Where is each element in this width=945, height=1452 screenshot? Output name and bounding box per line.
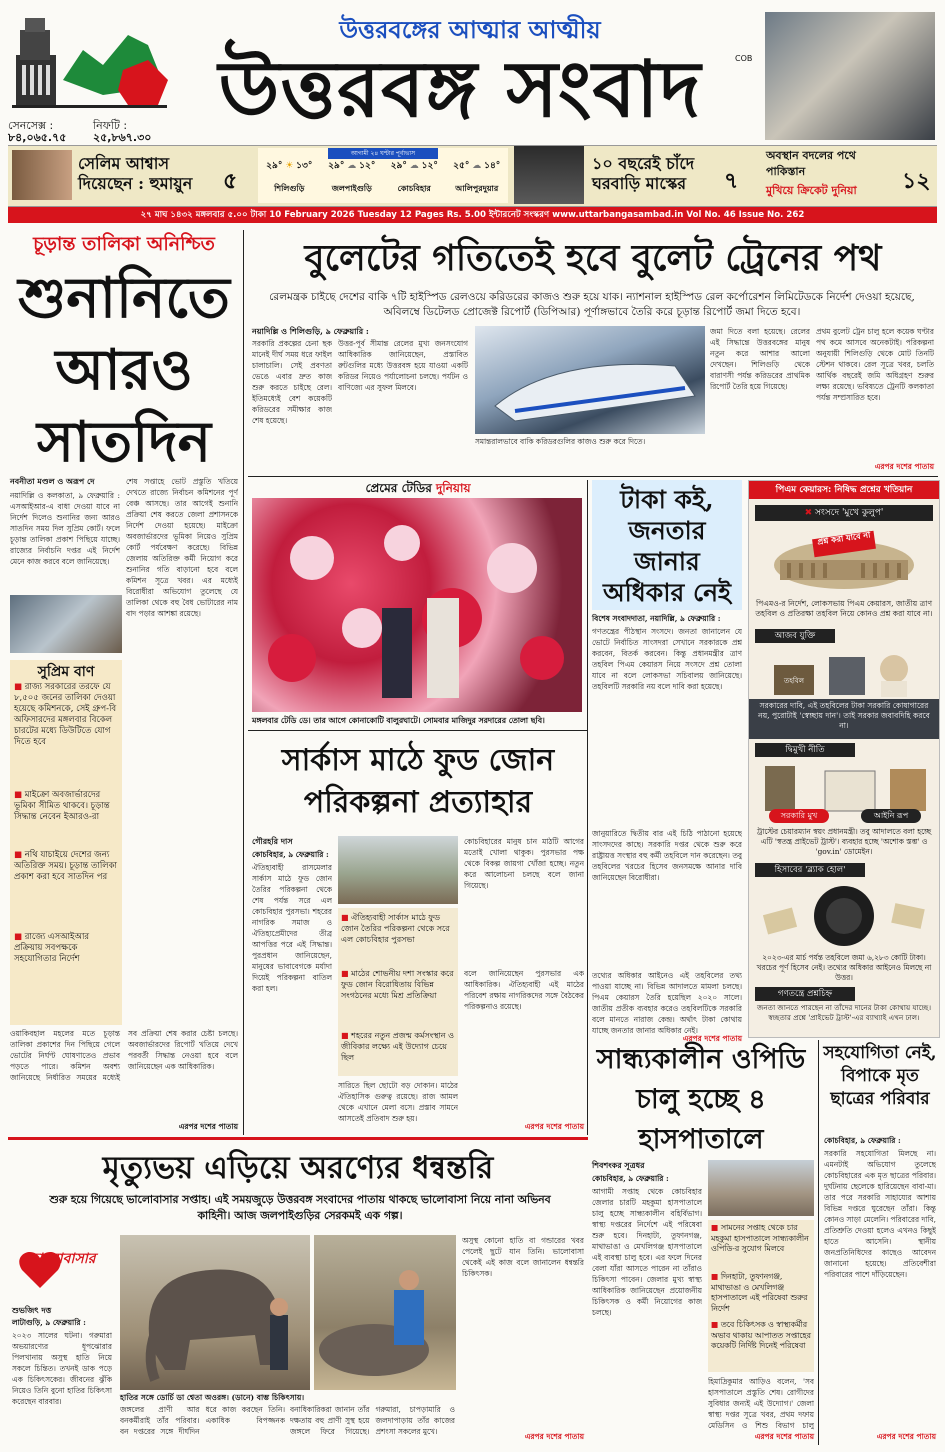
teaser-2-text: ১০ বছরেই চাঁদে ঘরবাড়ি মাস্কের	[592, 154, 695, 193]
col-divider-2	[587, 480, 588, 1135]
rti-box	[592, 480, 742, 610]
elephant-photo-2	[314, 1235, 456, 1390]
col-divider-3	[818, 1040, 819, 1445]
opd-bullet-2-text: দিনহাটা, তুফানগঞ্জ, মাথাভাঙা ও মেখলিগঞ্জ হাসপাতালে এই পরিষেবা শুরুর নির্দেশ	[711, 1272, 808, 1313]
left-col2: শেষ সপ্তাহে ভোট প্রস্তুতি খতিয়ে দেখতে রাজ্যে নির্বাচন কমিশনের পূর্ণ বেঞ্চ আসছে। তার আগেই শুনানি প্রক্রিয়া শেষ করতে জেলা প্রশাসনকে নির্দেশ দেওয়া হয়েছে। মাইক্রো অবজার্ভারদের ভূমিকা নিয়েও সুপ্রিম কোর্ট পর্যবেক্ষণ করেছে। বিভিন্ন জেলায় অতিরিক্ত কর্মী নিয়োগ করে শুনানির গতি বাড়ানো হবে বলে কমিশন সূত্রে খবর। এর মধ্যেই বিরোধীরা অভিযোগ তুলেছে যে তালিকা থেকে বহু বৈধ ভোটারের নাম বাদ পড়ার আশঙ্কা রয়েছে।	[126, 477, 238, 618]
forest-body: ২০২৩ সালের ঘটনা। গরুমারা অভয়ারণ্যের ধূপঝোরার পিলখানায় অসুস্থ হাতি নিয়ে সকলে চিন্তিত। তখনই ডাক পড়ে এক চিকিৎসকের। জীবনের ঝুঁকি নিয়েও তিনি বুনো হাতির চিকিৎসা করেছেন বারবার।	[12, 1331, 112, 1406]
info-pill1: সরকারি মুখ	[769, 809, 829, 823]
forest-more: এরপর দশের পাতায়	[524, 1432, 584, 1441]
teddy-title-red: দুনিয়ায়	[436, 481, 471, 495]
bullet-icon: ■	[711, 1320, 721, 1329]
ballot-illustration	[769, 647, 919, 697]
opd-bullet-box	[708, 1220, 814, 1372]
circus-col3: কোচবিহারের মানুষ চান মাঠটি আগের মতোই খোলা থাকুক। পুরসভার পক্ষ থেকে বিকল্প জায়গা খোঁজা হচ্ছে। নতুন করে আলোচনা চলছে বলে জানা গিয়েছে।	[464, 837, 584, 890]
sun-icon: ☀	[285, 161, 294, 171]
circus-bullet-box	[338, 908, 458, 1076]
bullet-icon: ■	[341, 969, 352, 978]
sensex-value: ৮৪,০৬৫.৭৫	[8, 131, 67, 144]
teaser-1-page: ৫	[223, 168, 238, 194]
student-headline: সহযোগিতা নেই, বিপাকে মৃত ছাত্রের পরিবার	[823, 1043, 937, 1109]
rti-body3: তথ্যের অধিকার আইনেও এই তহবিলের তথ্য পাওয়া যাচ্ছে না। বিভিন্ন আদালতে মামলা চলছে। পিএম কেয়ারস তৈরি হয়েছিল ২০২০ সালে। জাতীয় প্রতীক ব্যবহার করেও তহবিলটিকে সরকারি বলে মানতে নারাজ কেন্দ্র। অর্থাৎ টাকা কোথায় যাচ্ছে জনতার জানার অধিকার নেই।	[592, 971, 742, 1035]
student-more: এরপর দশের পাতায়	[876, 1432, 936, 1441]
circus-col2: সারিতে ছিল ছোটো বড় দোকান। মাঠের ঐতিহাসিক গুরুত্ব রয়েছে। রাজ আমল থেকে এখানে মেলা বসে। প্রস্তাব সামনে আসতেই প্রতিবাদ শুরু হয়।	[338, 1081, 458, 1123]
cloud-icon: ☁	[347, 161, 357, 171]
circus-bullet-1-text: ঐতিহ্যবাহী সার্কাস মাঠে ফুড জোন তৈরির পরিকল্পনা থেকে সরে এল কোচবিহার পুরসভা	[341, 913, 450, 944]
supreme-item-3	[14, 850, 118, 883]
opd-byline: শিবশংকর সূত্রধর	[592, 1160, 645, 1170]
love-story-logo-text: ভালোবাসার গল্প	[28, 1251, 96, 1285]
teaser-2[interactable]	[512, 146, 752, 204]
teaser-3[interactable]	[762, 146, 937, 204]
teaser-3-text: অবস্থান বদলের পথে পাকিস্তান	[766, 149, 856, 178]
bullet-headline: বুলেটের গতিতেই হবে বুলেট ট্রেনের পথ	[304, 237, 882, 279]
bullet-col3: জমা দিতে বলা হয়েছে। রেলের এই সিদ্ধান্তে উত্তরবঙ্গের মানুষ নতুন করে আশার আলো দেখছেন। শিলিগুড়ি থেকে বারাণসী পর্যন্ত করিডরের প্রাথমিক রিপোর্ট তৈরি হয়ে গিয়েছে।	[710, 327, 810, 391]
teaser-1[interactable]	[8, 146, 246, 204]
masthead-title: উত্তরবঙ্গ সংবাদ	[218, 44, 702, 135]
teaser-3-page: ১২	[902, 168, 931, 194]
circus-bullet-2-text: মাঠের শোভনীয় দশা সংস্কার করে ফুড জোন বিরোধিতায় বিভিন্ন সংগঠনের মধ্যে মিশ্র প্রতিক্রিয়া	[341, 969, 454, 1000]
info-text5: জনতা জানতে পারছেন না তাঁদের দানের টাকা কোথায় যাচ্ছে। স্বচ্ছতার প্রশ্নে 'প্রাইভেট ট্রাস্ট'-এর ব্যাখ্যাই এখন ঢাল।	[756, 1003, 932, 1022]
supreme-box	[10, 660, 122, 1025]
rti-dateline: বিশেষ সংবাদদাতা, নয়াদিল্লি, ৯ ফেব্রুয়ারি :	[592, 614, 721, 623]
bullet-col2: উত্তর-পূর্ব সীমান্ত রেলের মুখ্য জনসংযোগ আধিকারিক জানিয়েছেন, প্রস্তাবিত রুটগুলির মধ্যে উত্তরবঙ্গ হয়ে যাওয়া একটি করিডর নিয়েও পর্যালোচনা চলছে। পর্যটন ও বাণিজ্যে এর সুফল মিলবে।	[338, 339, 468, 392]
weather-4-name: আলিপুরদুয়ার	[455, 183, 499, 193]
circus-col4: বলে জানিয়েছেন পুরসভার এক আধিকারিক। ঐতিহ্যবাহী এই মাঠের পরিবেশ রক্ষায় নাগরিকদের সঙ্গে বৈঠকের পরিকল্পনাও রয়েছে।	[464, 969, 584, 1011]
teaser-3-sub: মুখিয়ে ক্রিকেট দুনিয়া	[766, 184, 857, 197]
circus-bullet-3	[341, 1030, 455, 1063]
teaser-1-photo	[12, 150, 72, 200]
bullet-icon: ■	[711, 1272, 721, 1281]
info-sec2-label: আজব যুক্তি	[774, 631, 816, 641]
bullet-icon: ■	[14, 790, 25, 800]
forest-col3: বনাধিকারিকরা জানান তাঁর দক্ষতায় বহু প্রাণী সুস্থ হয়ে জঙ্গলে ফিরে গিয়েছে। গরুমারা, চাপড়ামারি ও জলদাপাড়ায় তাঁর কাজের প্রশংসা সকলের মুখে।	[290, 1405, 455, 1436]
circus-bullet-1	[341, 912, 455, 945]
weather-2-max: ২৯°	[328, 161, 345, 171]
cloud-icon: ☁	[409, 161, 419, 171]
forest-headline: মৃত্যুভয় এড়িয়ে অরণ্যের ধন্বন্তরি	[102, 1150, 494, 1186]
opd-headline: সান্ধ্যকালীন ওপিডি চালু হচ্ছে ৪ হাসপাতালে	[596, 1044, 806, 1155]
forest-byline: শুভজিৎ দত্ত	[12, 1305, 52, 1315]
hrule-2	[248, 730, 588, 731]
love-story-logo	[12, 1240, 102, 1298]
nifty-value: ২৫,৮৬৭.৩০	[93, 131, 152, 144]
teaser-2-page: ৭	[724, 168, 739, 194]
blackhole-illustration	[755, 881, 933, 951]
info-sec5	[755, 987, 855, 1001]
info-text1: পিএমও-র নির্দেশ, লোকসভায় পিএম কেয়ারস, জাতীয় ত্রাণ তহবিল ও প্রতিরক্ষা তহবিল নিয়ে কোনও প্রশ্ন করা যাবে না।	[755, 599, 933, 618]
teddy-caption: মঙ্গলবার টেডি ডে। তার আগে কোনাকোটি বালুরঘাটে। সোমবার মাজিদুর সরদারের তোলা ছবি।	[252, 716, 545, 725]
info-sec4	[755, 863, 865, 877]
hrule-1	[248, 476, 938, 477]
weather-3-max: ২৯°	[390, 161, 407, 171]
circus-more: এরপর দশের পাতায়	[524, 1122, 584, 1131]
stock-exchange-logo	[8, 10, 173, 115]
supreme-item-2	[14, 790, 118, 823]
bullet-col1: সরকারি প্রকল্পের চেনা ছক মানেই দীর্ঘ সময় ধরে ফাইল চালাচালি। সেই প্রবণতা ভেঙে এবার দ্রুত কাজ শুরু করতে চাইছে রেল। ইতিমধ্যেই বেশ কয়েকটি করিডরের সমীক্ষার কাজ শেষ হয়েছে।	[252, 339, 332, 425]
opd-more: এরপর দশের পাতায়	[754, 1432, 814, 1441]
opd-bullet-3-text: তবে চিকিৎসক ও স্বাস্থ্যকর্মীর অভাব থাকায় আপাতত সপ্তাহের কয়েকটি নির্দিষ্ট দিনেই পরিষেবা	[711, 1320, 811, 1350]
bullet-train-photo	[475, 326, 705, 434]
opd-body: আগামী সপ্তাহ থেকে কোচবিহার জেলার চারটি মহকুমা হাসপাতালে চালু হচ্ছে সান্ধ্যকালীন বহির্বিভাগ। স্বাস্থ্য দপ্তরের নির্দেশে এই পরিষেবা শুরু হবে। দিনহাটা, তুফানগঞ্জ, মাথাভাঙা ও মেখলিগঞ্জ হাসপাতালে এই ব্যবস্থা চালু হবে। এর ফলে দিনের বেলা যাঁরা আসতে পারেন না তাঁরাও চিকিৎসা পাবেন। জেলার মুখ্য স্বাস্থ্য আধিকারিক জানিয়েছেন প্রয়োজনীয় চিকিৎসক ও কর্মী নিয়োগের কাজ চলছে।	[592, 1187, 702, 1317]
circus-byline: গৌরহরি দাস	[252, 836, 293, 846]
infographic	[748, 480, 940, 1038]
teddy-title	[248, 480, 588, 500]
weather-1-min: ১৩°	[296, 161, 313, 171]
tagline: উত্তরবঙ্গের আত্মার আত্মীয়	[339, 15, 601, 44]
info-sec1-label: সংসদে 'মুখে কুলুপ'	[814, 508, 884, 518]
weather-city-3	[383, 158, 446, 202]
weather-panel	[258, 148, 508, 203]
rti-body2: জানুয়ারিতে দ্বিতীয় বার এই চিঠি পাঠানো হয়েছে সাংসদদের কাছে। সরকারি দপ্তর থেকে শুরু করে রাষ্ট্রায়ত্ত সংস্থার বহু কর্মী তহবিলে দান করেছেন। তবু তহবিলের খরচের হিসেব জনসমক্ষে আনার দাবি জানিয়েছেন বিরোধীরা।	[592, 829, 742, 882]
opd-bullet-3	[711, 1320, 811, 1352]
circus-headline: সার্কাস মাঠে ফুড জোন পরিকল্পনা প্রত্যাহার	[281, 743, 555, 820]
parliament-illustration	[755, 525, 933, 595]
weather-city-4	[446, 158, 509, 202]
circus-photo	[338, 836, 458, 904]
left-kicker: চূড়ান্ত তালিকা অনিশ্চিত	[33, 233, 215, 255]
circus-dateline: কোচবিহার, ৯ ফেব্রুয়ারি :	[252, 850, 329, 859]
left-byline: নবনীতা মণ্ডল ও অরূপ দে	[10, 476, 95, 486]
bullet-dateline: নয়াদিল্লি ও শিলিগুড়ি, ৯ ফেব্রুয়ারি :	[252, 326, 369, 336]
rti-headline: টাকা কই, জনতার জানার অধিকার নেই	[602, 485, 732, 607]
bullet-icon: ■	[341, 1031, 352, 1040]
bullet-more: এরপর দশের পাতায়	[874, 462, 934, 471]
info-sec4-label: হিসাবের 'ব্ল্যাক হোল'	[774, 865, 846, 875]
left-photo	[10, 595, 122, 653]
info-ballot: তহবিল	[783, 677, 805, 685]
info-text2: সরকারের দাবি, এই তহবিলের টাকা সরকারি কোষাগারের নয়, পুরোটাই 'স্বেচ্ছায় দান'। তাই সরকার জবাবদিহি করবে না।	[749, 699, 939, 739]
left-col3: ওয়াকিবহাল মহলের মতে চূড়ান্ত তালিকা প্রকাশের দিন পিছিয়ে গেলে ভোটের নির্ঘণ্ট ঘোষণাতেও প্রভাব পড়তে পারে। কমিশন অবশ্য জানিয়েছে নির্ধারিত সময়ের মধ্যেই সব প্রক্রিয়া শেষ করার চেষ্টা চলছে। অবজার্ভারদের রিপোর্ট খতিয়ে দেখে পরবর্তী সিদ্ধান্ত নেওয়া হবে বলে জানিয়েছেন এক আধিকারিক।	[10, 1029, 238, 1082]
info-sec3-label: দ্বিমুখী নীতি	[785, 745, 825, 755]
left-headline: শুনানিতে আরও সাতদিন	[18, 265, 230, 475]
circus-bullet-2	[341, 968, 455, 1001]
sensex-label: সেনসেক্স :	[8, 119, 54, 132]
bullet-icon: ■	[341, 913, 352, 922]
left-more: এরপর দশের পাতায়	[178, 1122, 238, 1131]
bullet-icon: ■	[14, 932, 25, 942]
weather-city-1	[258, 158, 321, 202]
weather-3-min: ১২°	[421, 161, 438, 171]
rti-more: এরপর দশের পাতায়	[682, 1034, 742, 1043]
student-body: সরকারি সহযোগিতা মিলছে না। এমনটাই অভিযোগ তুলেছে কোচবিহারের এক মৃত ছাত্রের পরিবার। দুর্ঘটনায় ছেলেকে হারিয়েছেন বাবা-মা। তার পরে সরকারি সাহায্যের আশায় বিভিন্ন দপ্তরে ঘুরেছেন তাঁরা। কিন্তু কোনও সাড়া মেলেনি। পরিবারের দাবি, প্রতিশ্রুতি দেওয়া হলেও এখনও কিছুই হাতে আসেনি। স্থানীয় জনপ্রতিনিধিদের কাছেও আবেদন জানানো হয়েছে। প্রতিবেশীরা পরিবারের পাশে দাঁড়িয়েছেন।	[824, 1149, 936, 1279]
teddy-title-plain: প্রেমের টেডির	[365, 481, 436, 495]
weather-1-max: ২৯°	[266, 161, 283, 171]
dateline-bar: ২৭ মাঘ ১৪৩২ মঙ্গলবার ৫.০০ টাকা 10 February 2026 Tuesday 12 Pages Rs. 5.00 ইন্টারনেট সংস্করণ www.uttarbangasambad.in Vol No. 46 Issue No. 262	[8, 207, 937, 223]
supreme-item-3-text: নথি যাচাইয়ে দেশের জন্য অতিরিক্ত সময়। চূড়ান্ত তালিকা প্রকাশ করা হবে সাতদিন পর	[14, 850, 118, 882]
weather-2-min: ১২°	[359, 161, 376, 171]
supreme-box-title: সুপ্রিম বাণ	[37, 664, 95, 680]
weather-3-name: কোচবিহার	[397, 183, 431, 193]
cloud-icon: ☁	[472, 161, 482, 171]
info-title: পিএম কেয়ারস: নিষিদ্ধ প্রশ্নের খতিয়ান	[749, 481, 939, 499]
forest-deck: শুরু হয়ে গিয়েছে ভালোবাসার সপ্তাহ। এই সময়জুড়ে উত্তরবঙ্গ সংবাদের পাতায় থাকছে ভালোবাসা নিয়ে নানা অভিনব কাহিনী। আজ জলপাইগুড়ির সেরকমই এক গল্প।	[49, 1193, 551, 1222]
bullet-icon: ■	[14, 682, 25, 692]
info-sec5-label: গণতন্ত্রে প্রশ্নচিহ্ন	[777, 989, 833, 999]
info-stamp: প্রশ্ন করা যাবে না	[816, 529, 871, 547]
weather-2-name: জলপাইগুড়ি	[331, 183, 372, 193]
supreme-item-4-text: রাজ্যে এসআইআর প্রক্রিয়ায় সবপক্ষকে সহযোগিতার নির্দেশ	[14, 932, 90, 964]
opd-bullet-2	[711, 1272, 811, 1314]
opd-bullet-1	[711, 1223, 811, 1255]
teddy-photo	[252, 498, 582, 712]
rti-body1: গণতন্ত্রের পীঠস্থান সংসদে। জনতা জানালেন যে ভোটে নির্বাচিত সাংসদরা সেখানে সরকারকে প্রশ্ন করবেন, বিতর্ক করবেন। কিন্তু প্রধানমন্ত্রীর ত্রাণ তহবিল পিএম কেয়ারস নিয়ে সংসদে প্রশ্ন তোলা যাবে না বলে লোকসভা সচিবালয় জানিয়েছে। তহবিলটি সরকারি নয় বলে দাবি করা হয়েছে।	[592, 627, 742, 691]
opd-col2: হিমাদ্রিকুমার আড়িও বলেন, 'সব হাসপাতালে প্রস্তুতি শেষ। রোগীদের সুবিধার জন্যই এই উদ্যোগ।' জেলা স্বাস্থ্য দপ্তর সূত্রে খবর, প্রথম দফায় মেডিসিন ও শিশু বিভাগ চালু	[708, 1377, 814, 1430]
cob-label: COB	[735, 54, 753, 63]
x-icon: ✖	[804, 508, 815, 518]
opd-dateline: কোচবিহার, ৯ ফেব্রুয়ারি :	[592, 1174, 669, 1183]
forest-top-rule	[8, 1137, 588, 1140]
forest-caption: হাতির সঙ্গে ডোর্চি ডা শ্বেতা অওরঙ্গ। (ডানে) বাম্ভ চিকিৎসায়।	[120, 1393, 305, 1402]
info-text3: ট্রাস্টের চেয়ারম্যান স্বয়ং প্রধানমন্ত্রী। তবু আদালতে বলা হচ্ছে এটি 'স্বতন্ত্র প্রাইভেট ট্রাস্ট'। ব্যবহার হচ্ছে 'অশোক স্তম্ভ' ও 'gov.in' ডোমেইন।	[756, 827, 932, 856]
info-sec2	[755, 629, 835, 643]
weather-4-max: ২৫°	[453, 161, 470, 171]
forest-col2: জঙ্গলের প্রাণী আর বনকর্মীরাই তাঁর পরিবার। বন দপ্তরের সঙ্গে দীর্ঘদিন ধরে কাজ করছেন তিনি। একাধিক বিপজ্জনক	[120, 1405, 285, 1436]
bullet-icon: ■	[14, 850, 25, 860]
info-text4: ২০২৩-এর মার্চ পর্যন্ত তহবিলে জমা ৬,২৮৩ কোটি টাকা। খরচের পূর্ণ হিসেব নেই। তথ্যের অধিকার আইনেও মিলছে না উত্তর।	[756, 953, 932, 982]
supreme-item-1	[14, 682, 118, 748]
weather-4-min: ১৪°	[484, 161, 501, 171]
weather-1-name: শিলিগুড়ি	[274, 183, 305, 193]
weather-city-2	[321, 158, 384, 202]
supreme-item-2-text: মাইক্রো অবজার্ভারদের ভূমিকা সীমিত থাকবে। চূড়ান্ত সিদ্ধান্ত নেবেন ইআরও-রা	[14, 790, 110, 822]
teaser-2-photo	[514, 146, 584, 204]
bullet-col4: প্রথম বুলেট ট্রেন চালু হলে কয়েক ঘণ্টার পথ কমে আসবে অনেকটাই। পরিকল্পনা অনুযায়ী শিলিগুড়ি থেকে মোট তিনটি স্টেশন থাকবে। রেল সূত্রে খবর, চলতি আর্থিক বছরেই জমি অধিগ্রহণ শুরুর লক্ষ্য রয়েছে। ভবিষ্যতে ট্রেনটি কলকাতা পর্যন্ত সম্প্রসারিত হবে।	[816, 327, 934, 402]
circus-col1: ঐতিহ্যবাহী রাসমেলার সার্কাস মাঠে ফুড জোন তৈরির পরিকল্পনা থেকে শেষ পর্যন্ত সরে এল কোচবিহার পুরসভা। শহরের নাগরিক সমাজ ও ঐতিহ্যপ্রেমীদের তীব্র আপত্তির পরে এই সিদ্ধান্ত। পুরপ্রধান জানিয়েছেন, মানুষের ভাবাবেগকে মর্যাদা দিয়েই পরিকল্পনা বাতিল করা হল।	[252, 863, 332, 993]
info-pill2: আইনি রূপ	[861, 809, 921, 823]
teaser-1-text: সেলিম আশ্বাস দিয়েছেন : হুমায়ুন	[78, 154, 193, 193]
bullet-deck: রেলমন্ত্রক চাইছে দেশের বাকি ৭টি হাইস্পিড রেলওয়ে করিডরের কাজও শুরু হয়ে যাক। ন্যাশনাল হাইস্পিড রেল কর্পোরেশন লিমিটেডকে নির্দেশ দেওয়া হয়েছে, অবিলম্বে ডিটেলড প্রোজেক্ট রিপোর্ট (ডিপিআর) পূর্ণাঙ্গভাবে তৈরি করে চূড়ান্ত রিপোর্ট জমা দিতে হবে।	[269, 291, 915, 318]
info-sec3	[755, 743, 855, 757]
opd-bullet-1-text: সামনের সপ্তাহ থেকে চার মহকুমা হাসপাতালে সান্ধ্যকালীন ওপিডি-র সুযোগ মিলবে	[711, 1223, 809, 1253]
opd-photo	[708, 1160, 814, 1216]
supreme-item-4	[14, 932, 118, 965]
student-dateline: কোচবিহার, ৯ ফেব্রুয়ারি :	[824, 1136, 901, 1145]
weather-header: আগামী ২৪ ঘণ্টার পূর্বাভাস	[328, 148, 438, 159]
bullet-photo-caption: সমান্তরালভাবে বাকি করিডরগুলির কাজও শুরু করে দিতে।	[475, 437, 646, 446]
nifty-label: নিফটি :	[93, 119, 128, 132]
left-lead: নয়াদিল্লি ও কলকাতা, ৯ ফেব্রুয়ারি : এসআইআর-এ বাধা দেওয়া যাবে না নির্দেশ দিলেও শুনানির জন্য আরও সাতদিন সময় দিল সুপ্রিম কোর্ট। ফলে চূড়ান্ত তালিকা প্রকাশ পিছিয়ে যাচ্ছে। রাজ্যের নির্বাচনি দপ্তর এই নির্দেশ মেনে কাজ করবে বলে জানিয়েছে।	[10, 491, 120, 566]
top-right-photo	[765, 12, 935, 140]
col-divider-1	[243, 230, 244, 1135]
elephant-photo-1	[120, 1235, 310, 1390]
forest-col4: অসুস্থ কোনো হাতি বা গন্ডারের খবর পেলেই ছুটে যান তিনি। ভালোবাসা থেকেই এই কাজ বলে জানালেন ধন্বন্তরি চিকিৎসক।	[462, 1236, 584, 1278]
info-sec1	[755, 505, 933, 521]
bullet-icon: ■	[711, 1223, 721, 1232]
circus-bullet-3-text: শহরের নতুন প্রজন্ম কর্মসংস্থান ও জীবিকার লক্ষ্যে এই উদ্যোগ চেয়ে ছিল	[341, 1031, 455, 1062]
forest-dateline: লাটাগুড়ি, ৯ ফেব্রুয়ারি :	[12, 1318, 86, 1327]
supreme-item-1-text: রাজ্য সরকারের তরফে যে ৮,৫০৫ জনের তালিকা দেওয়া হয়েছে কমিশনকে, সেই গ্রুপ-বি অফিসারদের মঙ্গলবার বিকেল চারটের মধ্যে ডিউটিতে যোগ দিতে হবে	[14, 682, 117, 747]
